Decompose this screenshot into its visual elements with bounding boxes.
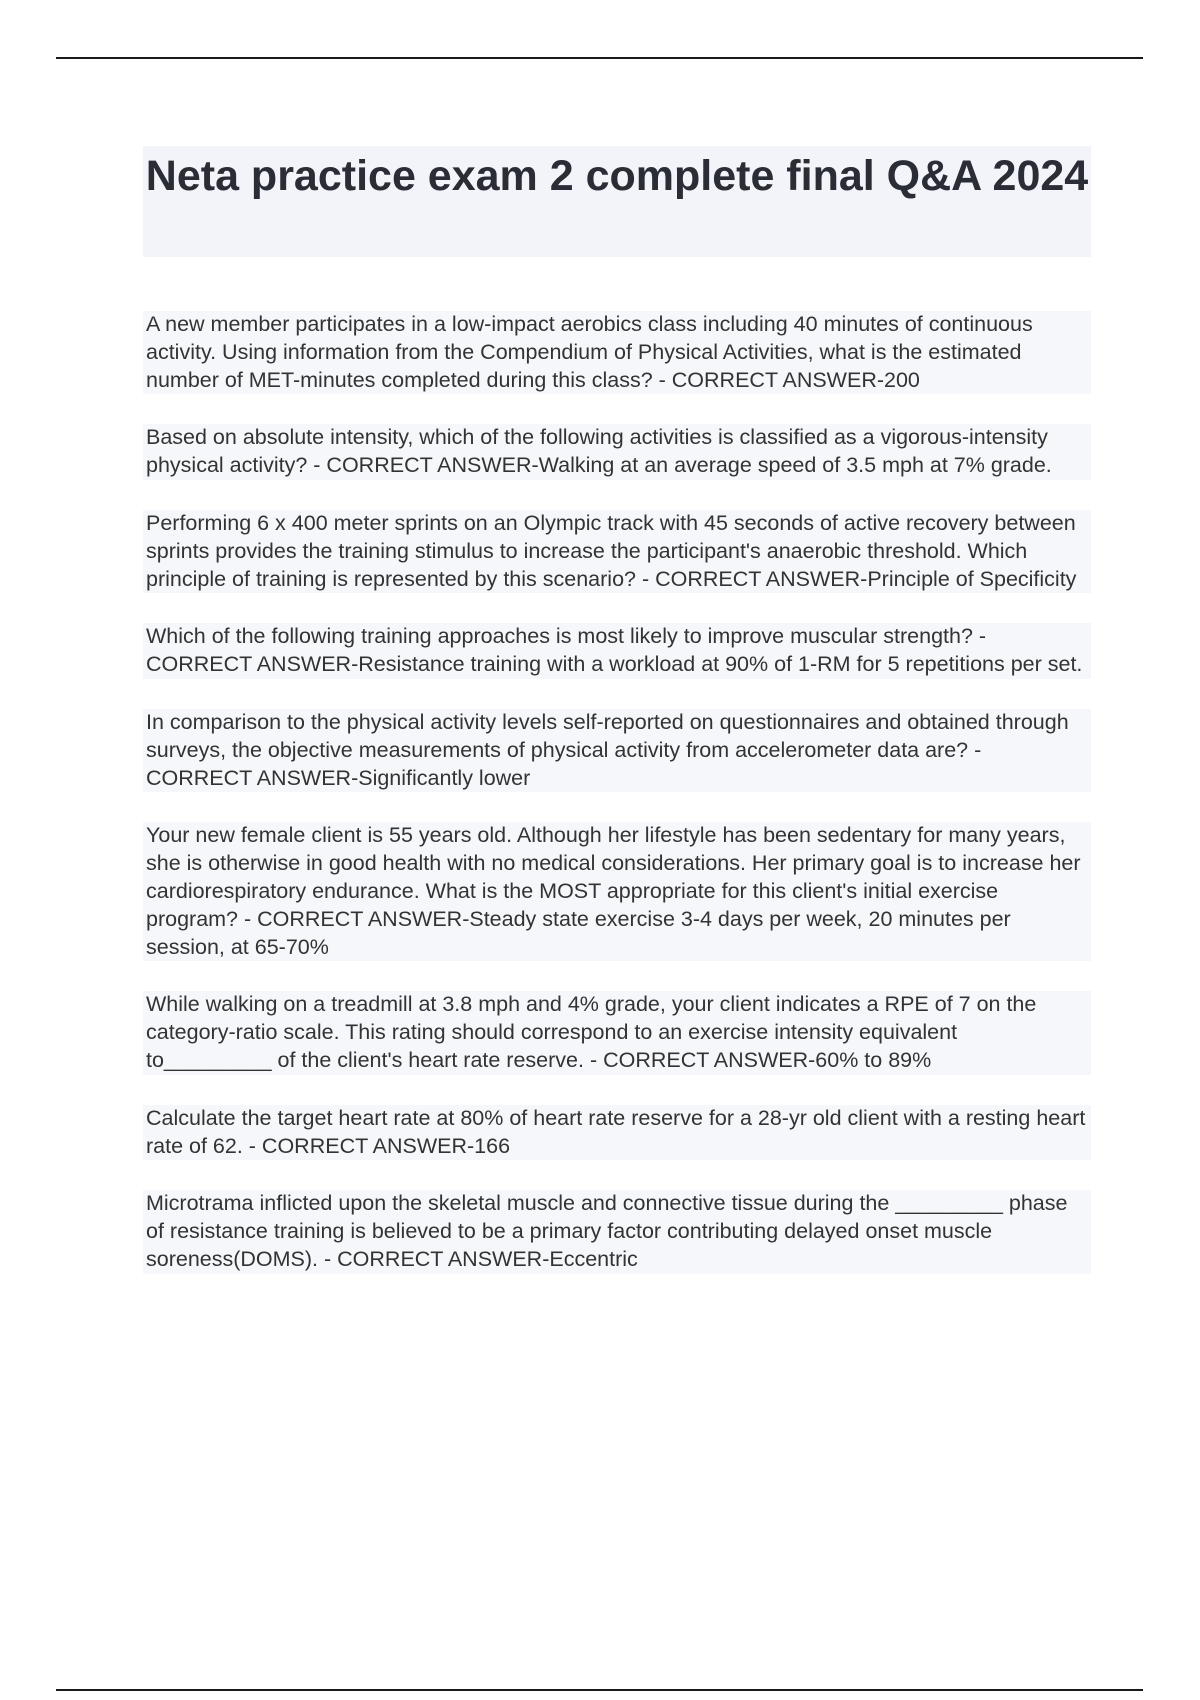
qa-item: A new member participates in a low-impact aerobics class including 40 minutes of continuous activity. Using information from the Compendium of Physical Activities, what is the estimated number of MET-minutes completed during this class? - CORRECT ANSWER-200	[143, 311, 1091, 394]
qa-item: Your new female client is 55 years old. Although her lifestyle has been sedentary for many years, she is otherwise in good health with no medical considerations. Her primary goal is to increase her cardiorespiratory endurance. What is the MOST appropriate for this client's initial exercise program? - CORRECT ANSWER-Steady state exercise 3-4 days per week, 20 minutes per session, at 65-70%	[143, 822, 1091, 961]
qa-item: While walking on a treadmill at 3.8 mph and 4% grade, your client indicates a RPE of 7 on the category-ratio scale. This rating should correspond to an exercise intensity equivalent to_________ of the client's heart rate reserve. - CORRECT ANSWER-60% to 89%	[143, 991, 1091, 1074]
qa-item: In comparison to the physical activity levels self-reported on questionnaires and obtained through surveys, the objective measurements of physical activity from accelerometer data are? - CORRECT ANSWER-Significantly lower	[143, 709, 1091, 792]
qa-item: Microtrama inflicted upon the skeletal muscle and connective tissue during the _________ phase of resistance training is believed to be a primary factor contributing delayed onset muscle soreness(DOMS). - CORRECT ANSWER-Eccentric	[143, 1190, 1091, 1273]
qa-item: Based on absolute intensity, which of the following activities is classified as a vigorous-intensity physical activity? - CORRECT ANSWER-Walking at an average speed of 3.5 mph at 7% grade.	[143, 424, 1091, 480]
title-block	[143, 146, 1091, 257]
top-rule	[56, 57, 1143, 59]
qa-item: Calculate the target heart rate at 80% of heart rate reserve for a 28-yr old client with a resting heart rate of 62. - CORRECT ANSWER-166	[143, 1105, 1091, 1161]
bottom-rule	[56, 1689, 1143, 1691]
qa-list	[143, 311, 1091, 1304]
page-title: Neta practice exam 2 complete final Q&A 2024	[145, 152, 1089, 200]
qa-item: Which of the following training approaches is most likely to improve muscular strength? - CORRECT ANSWER-Resistance training with a workload at 90% of 1-RM for 5 repetitions per set.	[143, 623, 1091, 679]
qa-item: Performing 6 x 400 meter sprints on an Olympic track with 45 seconds of active recovery between sprints provides the training stimulus to increase the participant's anaerobic threshold. Which principle of training is represented by this scenario? - CORRECT ANSWER-Principle of Specificity	[143, 510, 1091, 593]
